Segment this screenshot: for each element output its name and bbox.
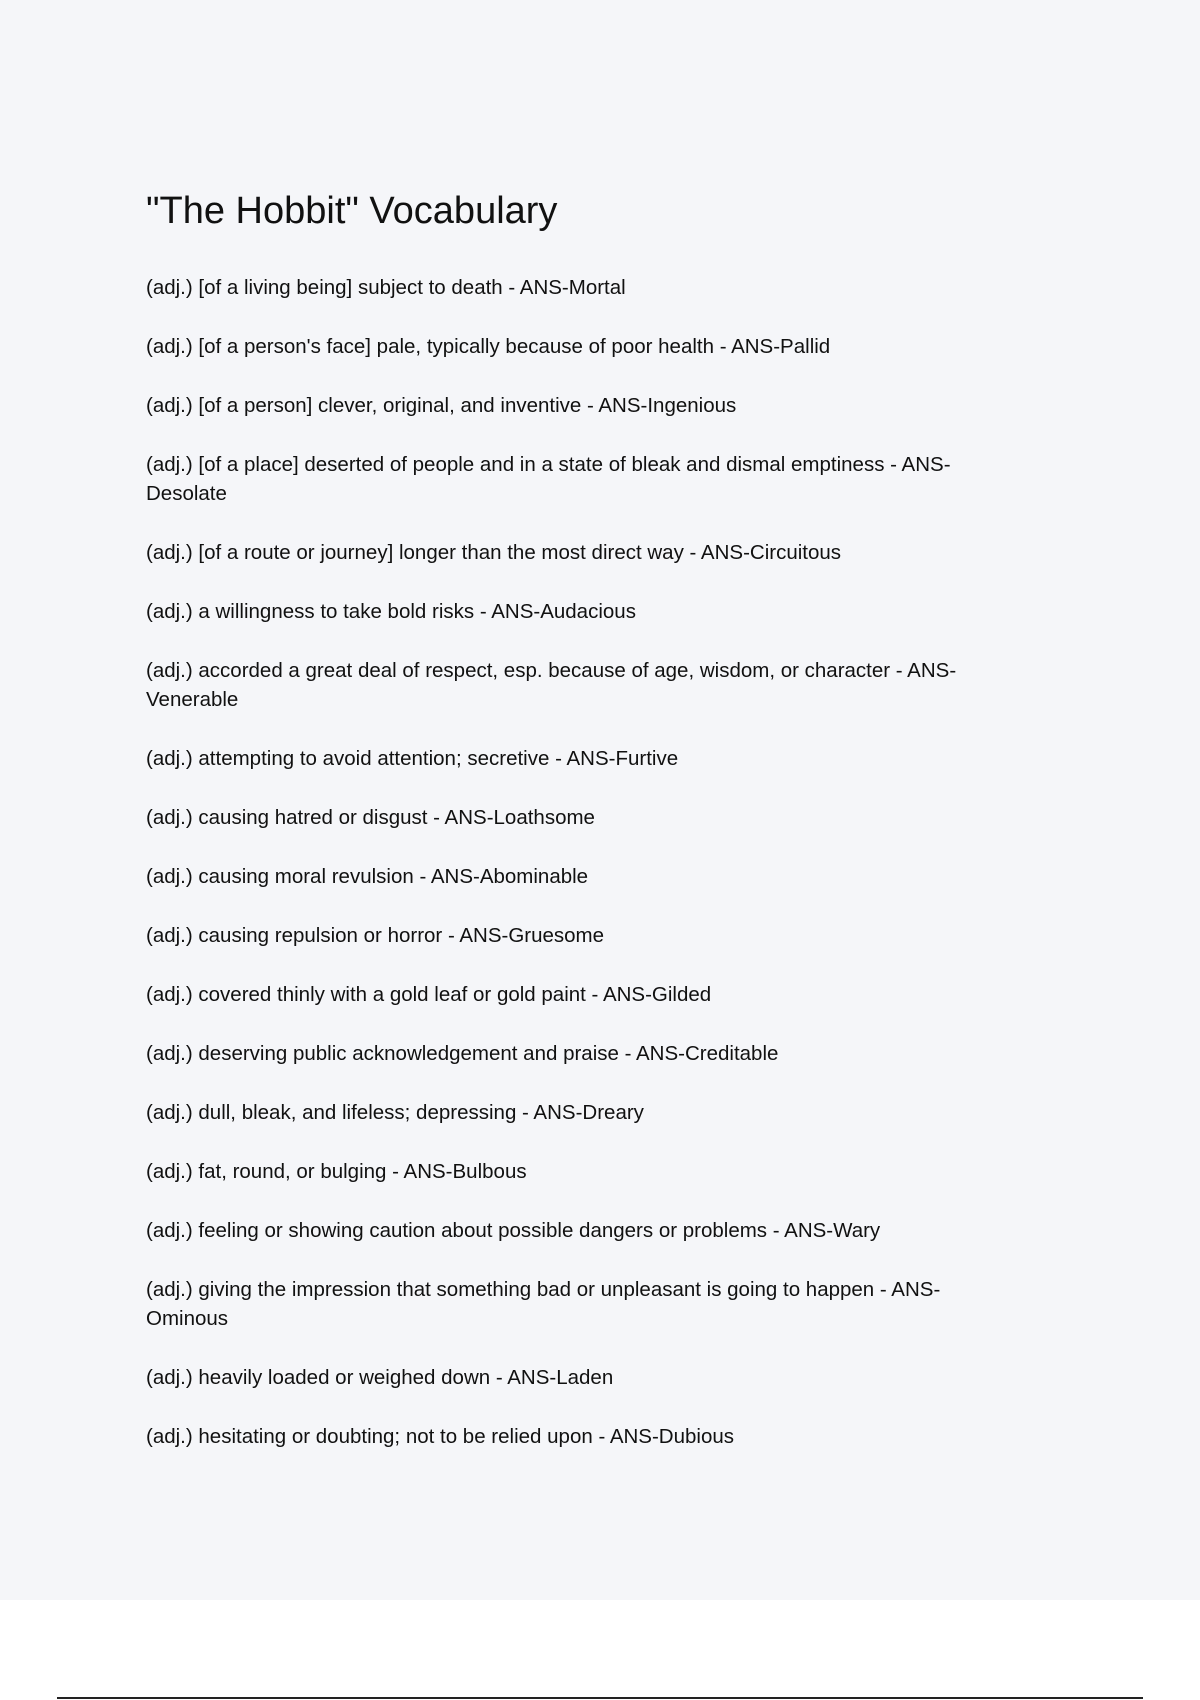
vocabulary-entry: (adj.) fat, round, or bulging - ANS-Bulbous bbox=[146, 1160, 527, 1183]
vocabulary-entry: (adj.) feeling or showing caution about possible dangers or problems - ANS-Wary bbox=[146, 1219, 881, 1242]
vocabulary-entry: (adj.) deserving public acknowledgement and praise - ANS-Creditable bbox=[146, 1042, 779, 1065]
vocabulary-entry: (adj.) causing moral revulsion - ANS-Abominable bbox=[146, 865, 589, 888]
vocabulary-list bbox=[146, 273, 986, 1451]
vocabulary-entry: (adj.) [of a living being] subject to death - ANS-Mortal bbox=[146, 276, 626, 299]
vocabulary-entry: (adj.) [of a place] deserted of people and in a state of bleak and dismal emptiness - ANS-Desolate bbox=[146, 453, 951, 505]
vocabulary-entry: (adj.) causing repulsion or horror - ANS-Gruesome bbox=[146, 924, 605, 947]
vocabulary-entry: (adj.) [of a person's face] pale, typically because of poor health - ANS-Pallid bbox=[146, 335, 831, 358]
footer-divider bbox=[57, 1697, 1143, 1699]
vocabulary-entry: (adj.) [of a route or journey] longer than the most direct way - ANS-Circuitous bbox=[146, 541, 842, 564]
vocabulary-entry: (adj.) attempting to avoid attention; secretive - ANS-Furtive bbox=[146, 747, 679, 770]
document-title: "The Hobbit" Vocabulary bbox=[146, 190, 558, 232]
vocabulary-entry: (adj.) dull, bleak, and lifeless; depressing - ANS-Dreary bbox=[146, 1101, 644, 1124]
vocabulary-entry: (adj.) accorded a great deal of respect, esp. because of age, wisdom, or character - ANS-Venerable bbox=[146, 659, 957, 711]
document-content bbox=[146, 183, 986, 1481]
vocabulary-entry: (adj.) heavily loaded or weighed down - ANS-Laden bbox=[146, 1366, 614, 1389]
vocabulary-entry: (adj.) [of a person] clever, original, and inventive - ANS-Ingenious bbox=[146, 394, 737, 417]
vocabulary-entry: (adj.) a willingness to take bold risks - ANS-Audacious bbox=[146, 600, 636, 623]
vocabulary-entry: (adj.) covered thinly with a gold leaf or gold paint - ANS-Gilded bbox=[146, 983, 712, 1006]
vocabulary-entry: (adj.) hesitating or doubting; not to be relied upon - ANS-Dubious bbox=[146, 1425, 735, 1448]
vocabulary-entry: (adj.) causing hatred or disgust - ANS-Loathsome bbox=[146, 806, 595, 829]
vocabulary-entry: (adj.) giving the impression that something bad or unpleasant is going to happen - ANS-Ominous bbox=[146, 1278, 941, 1330]
